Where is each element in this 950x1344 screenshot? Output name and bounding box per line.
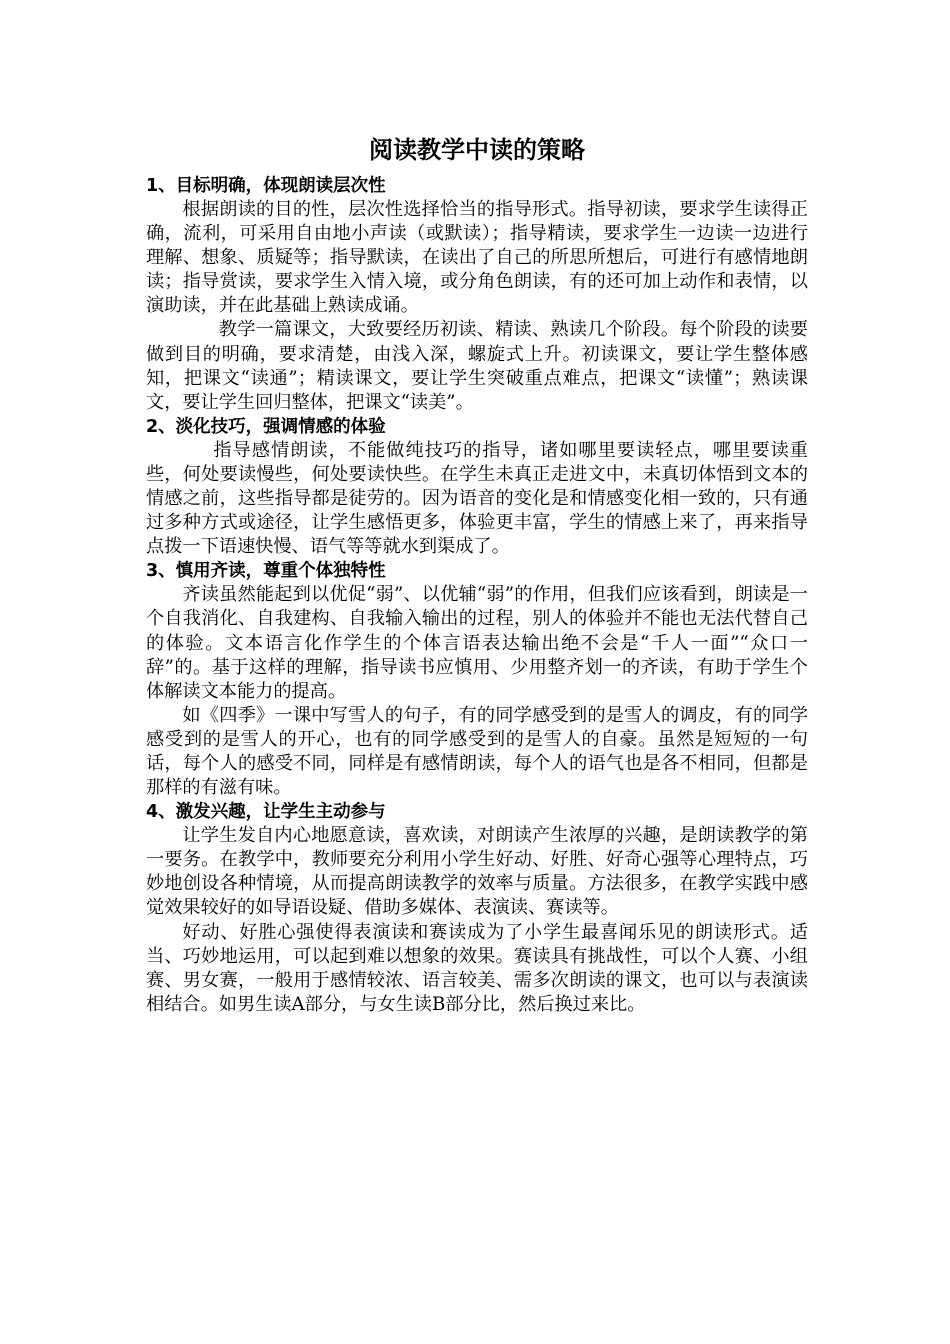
paragraph: 如《四季》一课中写雪人的句子，有的同学感受到的是雪人的调皮，有的同学感受到的是雪人的开心，也有的同学感受到的是雪人的自豪。虽然是短短的一句话，每个人的感受不同，同样是有感情朗读，每个人的语气也是各不相同，但都是那样的有滋有味。 [146, 704, 808, 799]
paragraph: 指导感情朗读，不能做纯技巧的指导，诸如哪里要读轻点，哪里要读重些，何处要读慢些，何处要读快些。在学生未真正走进文中，未真切体悟到文本的情感之前，这些指导都是徒劳的。因为语音的变化是和情感变化相一致的，只有通过多种方式或途径，让学生感悟更多，体验更丰富，学生的情感上来了，再来指导点拨一下语速快慢、语气等等就水到渠成了。 [146, 439, 808, 558]
paragraph: 根据朗读的目的性，层次性选择恰当的指导形式。指导初读，要求学生读得正确，流利，可采用自由地小声读（或默读）；指导精读，要求学生一边读一边进行理解、想象、质疑等；指导默读，在读出了自己的所思所想后，可进行有感情地朗读；指导赏读，要求学生入情入境，或分角色朗读，有的还可加上动作和表情，以演助读，并在此基础上熟读成诵。 [146, 199, 808, 317]
document-page [146, 132, 808, 1017]
section-heading: 1、目标明确，体现朗读层次性 [146, 176, 386, 196]
paragraph: 好动、好胜心强使得表演读和赛读成为了小学生最喜闻乐见的朗读形式。适当、巧妙地运用，可以起到难以想象的效果。赛读具有挑战性，可以个人赛、小组赛、男女赛，一般用于感情较浓、语言较美、需多次朗读的课文，也可以与表演读相结合。如男生读A部分，与女生读B部分比，然后换过来比。 [146, 921, 808, 1015]
paragraph: 让学生发自内心地愿意读，喜欢读，对朗读产生浓厚的兴趣，是朗读教学的第一要务。在教学中，教师要充分利用小学生好动、好胜、好奇心强等心理特点，巧妙地创设各种情境，从而提高朗读教学的效率与质量。方法很多，在教学实践中感觉效果较好的如导语设疑、借助多媒体、表演读、赛读等。 [146, 825, 808, 919]
section-2 [146, 415, 808, 559]
section-heading: 4、激发兴趣，让学生主动参与 [146, 802, 386, 823]
section-3 [146, 559, 808, 800]
section-heading: 3、慎用齐读，尊重个体独特性 [146, 561, 386, 582]
section-heading: 2、淡化技巧，强调情感的体验 [146, 416, 386, 437]
section-1 [146, 174, 808, 415]
paragraph: 齐读虽然能起到以优促“弱”、以优辅“弱”的作用，但我们应该看到，朗读是一个自我消化、自我建构、自我输入输出的过程，别人的体验并不能也无法代替自己的体验。文本语言化作学生的个体言语表达输出绝不会是“千人一面”“众口一辞”的。基于这样的理解，指导读书应慎用、少用整齐划一的齐读，有助于学生个体解读文本能力的提高。 [146, 584, 808, 702]
paragraph: 教学一篇课文，大致要经历初读、精读、熟读几个阶段。每个阶段的读要做到目的明确，要求清楚，由浅入深，螺旋式上升。初读课文，要让学生整体感知，把课文“读通”；精读课文，要让学生突破重点难点，把课文“读懂”；熟读课文，要让学生回归整体，把课文“读美”。 [146, 319, 808, 413]
document-title: 阅读教学中读的策略 [369, 136, 585, 164]
section-4 [146, 800, 808, 1017]
